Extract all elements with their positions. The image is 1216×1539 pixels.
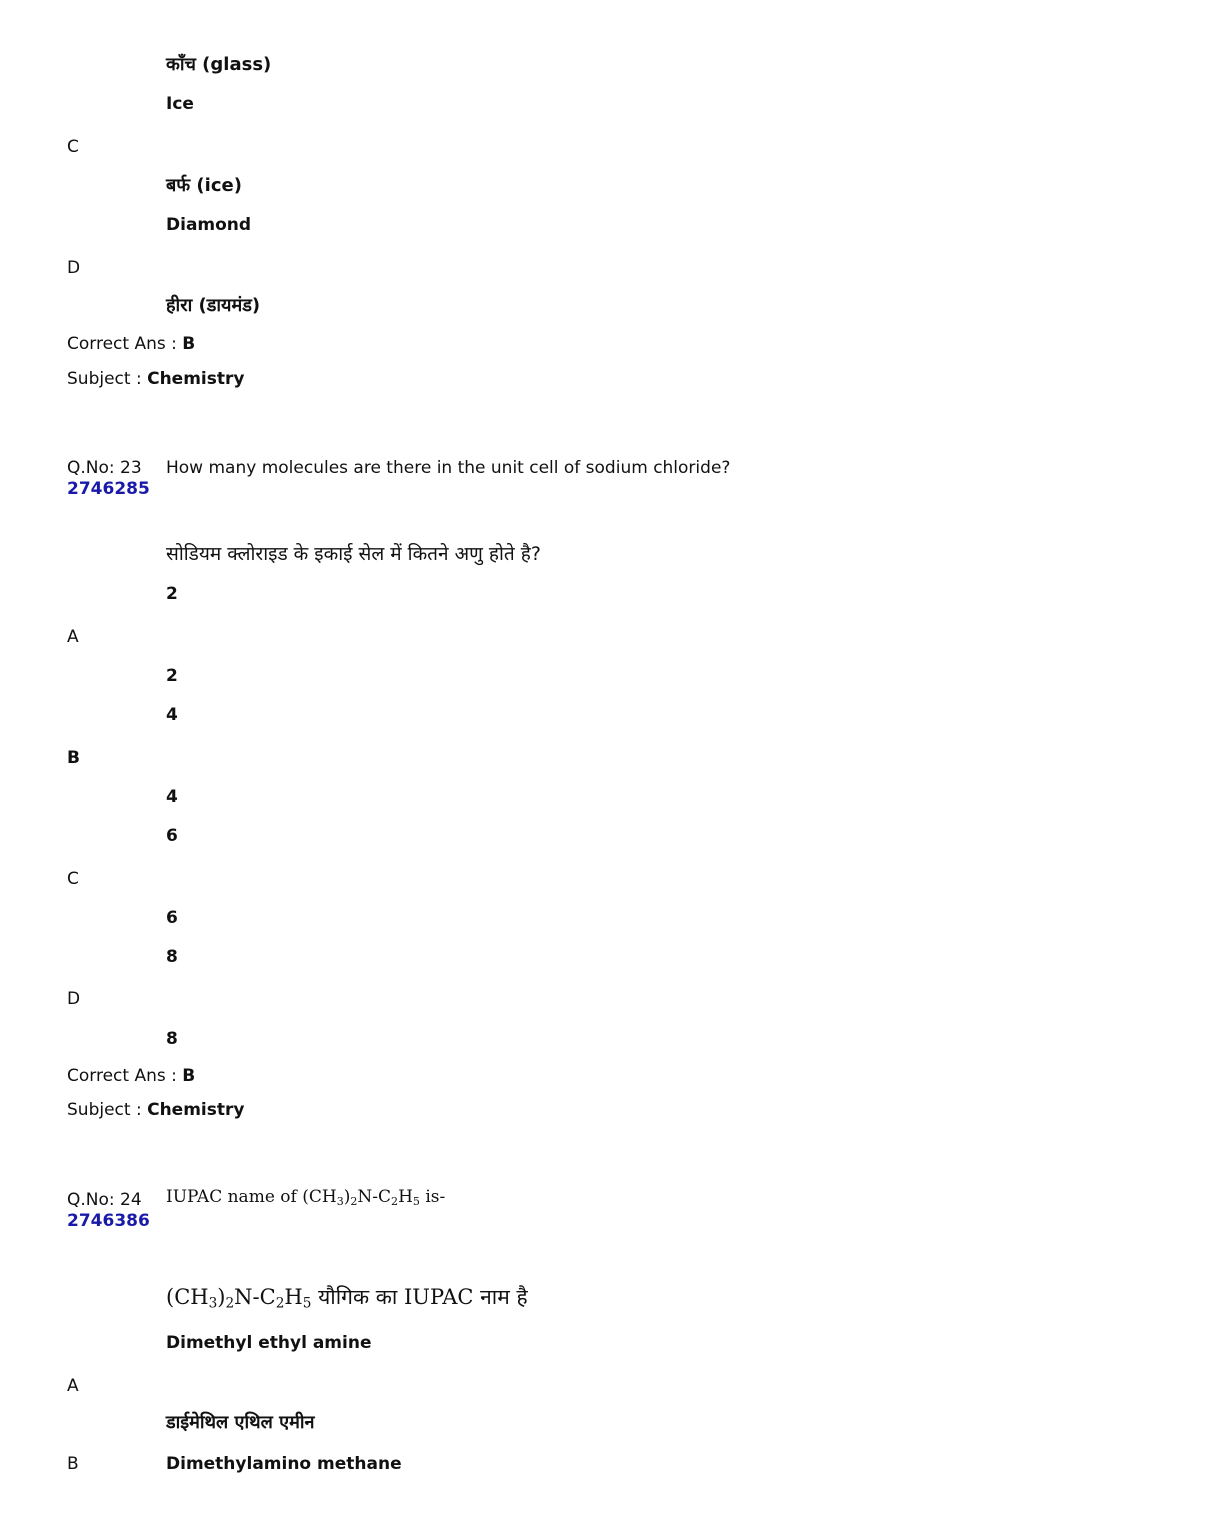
subject-label: Subject : — [67, 369, 142, 389]
q24-option-a-english: Dimethyl ethyl amine — [166, 1333, 372, 1353]
q22-subject — [67, 371, 244, 388]
subject-label: Subject : — [67, 1100, 142, 1120]
q22-option-c-english: Ice — [166, 94, 194, 114]
q22-correct-answer — [67, 336, 195, 353]
q24-question-hindi: $(CH_3)_2N-C_2H_5$ यौगिक का IUPAC नाम है — [166, 1285, 528, 1312]
q24-option-b-english: Dimethylamino methane — [166, 1454, 402, 1474]
q22-option-b-hindi: काँच (glass) — [166, 54, 272, 75]
correct-ans-value: B — [182, 334, 196, 354]
q23-option-b-label: B — [67, 748, 80, 768]
q23-question-hindi: सोडियम क्लोराइड के इकाई सेल में कितने अणु होते है? — [166, 543, 541, 565]
q23-option-a-hindi: 2 — [166, 666, 178, 686]
q23-option-d-english: 8 — [166, 947, 178, 967]
correct-ans-label: Correct Ans : — [67, 1066, 177, 1086]
q24-option-a-hindi: डाईमेथिल एथिल एमीन — [166, 1412, 315, 1433]
q22-option-d-hindi: हीरा (डायमंड) — [166, 295, 261, 316]
q23-option-c-english: 6 — [166, 826, 178, 846]
q24-option-b-label: B — [67, 1454, 79, 1474]
q22-option-c-hindi: बर्फ (ice) — [166, 175, 242, 196]
q23-option-c-label: C — [67, 869, 79, 889]
q22-option-d-english: Diamond — [166, 215, 252, 235]
q23-question-id: 2746285 — [67, 479, 150, 499]
q23-question-text: How many molecules are there in the unit cell of sodium chloride? — [166, 458, 731, 478]
q23-option-b-english: 4 — [166, 705, 178, 725]
q23-option-b-hindi: 4 — [166, 787, 178, 807]
q24-question-id: 2746386 — [67, 1211, 150, 1231]
q23-option-d-label: D — [67, 989, 81, 1009]
q24-question-text: IUPAC name of $(CH_3)_2N-C_2H_5$ is- — [166, 1187, 446, 1208]
correct-ans-value: B — [182, 1066, 196, 1086]
subject-value: Chemistry — [147, 369, 245, 389]
q22-option-c-label: C — [67, 137, 79, 157]
q23-option-a-english: 2 — [166, 584, 178, 604]
correct-ans-label: Correct Ans : — [67, 334, 177, 354]
q23-option-d-hindi: 8 — [166, 1029, 178, 1049]
subject-value: Chemistry — [147, 1100, 245, 1120]
q24-option-a-label: A — [67, 1376, 79, 1396]
q23-correct-answer — [67, 1068, 195, 1085]
q22-option-d-label: D — [67, 258, 81, 278]
q24-number: Q.No: 24 — [67, 1190, 142, 1210]
q23-number: Q.No: 23 — [67, 458, 142, 478]
q23-option-c-hindi: 6 — [166, 908, 178, 928]
q23-subject — [67, 1102, 244, 1119]
q23-option-a-label: A — [67, 627, 79, 647]
